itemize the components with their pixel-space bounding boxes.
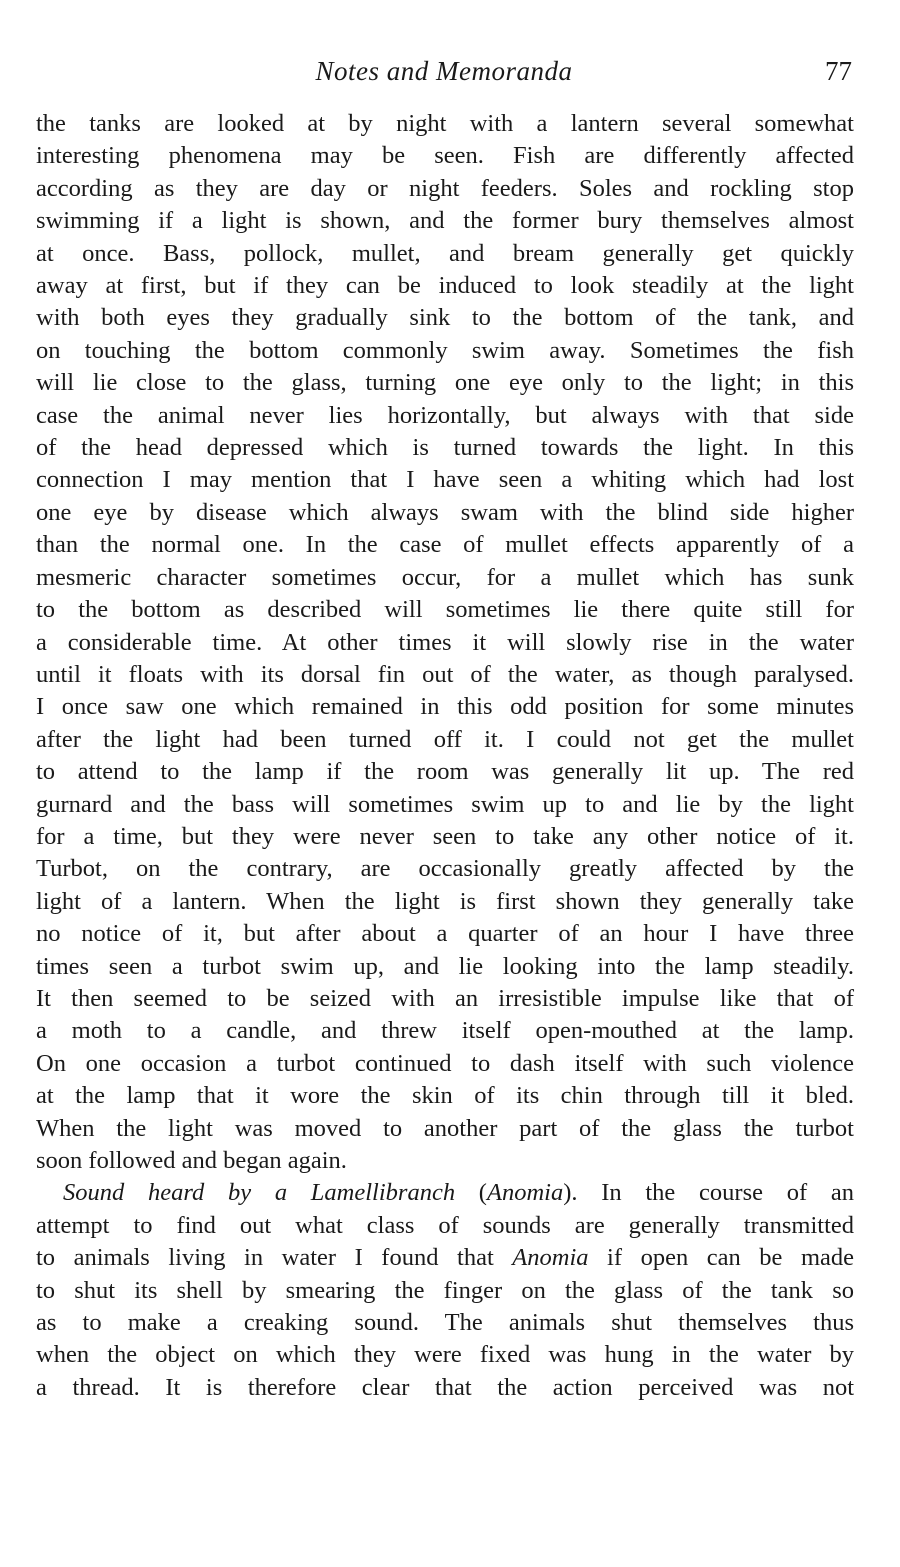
page-number: 77 [825,56,852,86]
text-line: Turbot, on the contrary, are occasionally greatly affected by the [36,855,854,883]
text-line: will lie close to the glass, turning one eye only to the light; in this [36,369,854,397]
text-line: a thread. It is therefore clear that the action perceived was not [36,1373,854,1401]
text-line: according as they are day or night feeders. Soles and rockling stop [36,174,854,202]
running-head [36,56,852,96]
text-line: a considerable time. At other times it will slowly rise in the water [36,628,854,656]
text-line: On one occasion a turbot continued to dash itself with such violence [36,1049,854,1077]
text-line: than the normal one. In the case of mullet effects apparently of a [36,531,854,559]
heading-paren: ( [455,1179,487,1207]
text-line: to attend to the lamp if the room was generally lit up. The red [36,758,854,786]
text-line: mesmeric character sometimes occur, for a mullet which has sunk [36,563,854,591]
body-text [36,108,854,1404]
text-line: at the lamp that it wore the skin of its chin through till it bled. [36,1082,854,1110]
text-fragment: In the course of an [577,1179,854,1207]
text-line: to shut its shell by smearing the finger on the glass of the tank so [36,1276,854,1304]
text-line: case the animal never lies horizontally, but always with that side [36,401,854,429]
text-line: When the light was moved to another part of the glass the turbot [36,1114,854,1142]
text-line: as to make a creaking sound. The animals shut themselves thus [36,1309,854,1337]
section-heading: Sound heard by a Lamellibranch [63,1179,456,1207]
paragraph-fish-light [36,108,854,1177]
text-line: connection I may mention that I have seen a whiting which had lost [36,466,854,494]
text-line: at once. Bass, pollock, mullet, and bream generally get quickly [36,239,854,267]
text-line: a moth to a candle, and threw itself open-mouthed at the lamp. [36,1017,854,1045]
text-line: when the object on which they were fixed was hung in the water by [36,1341,854,1369]
text-line: of the head depressed which is turned towards the light. In this [36,434,854,462]
genus-name: Anomia [512,1244,589,1272]
paragraph-anomia [36,1177,854,1404]
text-line: with both eyes they gradually sink to the bottom of the tank, and [36,304,854,332]
text-line: gurnard and the bass will sometimes swim up to and lie by the light [36,790,854,818]
text-fragment: if open can be made [588,1244,854,1272]
text-line: until it floats with its dorsal fin out of the water, as though paralysed. [36,660,854,688]
text-line: on touching the bottom commonly swim away. Sometimes the fish [36,336,854,364]
text-line: attempt to find out what class of sounds are generally transmitted [36,1211,854,1239]
text-line [36,1242,854,1274]
text-line: times seen a turbot swim up, and lie looking into the lamp steadily. [36,952,854,980]
text-fragment: to animals living in water I found that [36,1244,513,1272]
text-line: for a time, but they were never seen to take any other notice of it. [36,822,854,850]
text-line: no notice of it, but after about a quarter of an hour I have three [36,920,854,948]
text-line: away at first, but if they can be induced to look steadily at the light [36,272,854,300]
genus-name: Anomia [486,1179,564,1207]
text-line: It then seemed to be seized with an irresistible impulse like that of [36,984,854,1012]
text-line: the tanks are looked at by night with a lantern several somewhat [36,110,854,137]
text-line: swimming if a light is shown, and the former bury themselves almost [36,207,854,235]
text-line: I once saw one which remained in this odd position for some minutes [36,693,854,721]
text-line: soon followed and began again. [36,1147,347,1174]
heading-paren: ). [563,1179,578,1207]
running-title: Notes and Memoranda [315,56,573,86]
text-line: interesting phenomena may be seen. Fish are differently affected [36,142,854,170]
text-line: one eye by disease which always swam with the blind side higher [36,498,854,526]
text-line: after the light had been turned off it. I could not get the mullet [36,725,854,753]
text-line: light of a lantern. When the light is first shown they generally take [36,887,854,915]
text-line [36,1177,854,1209]
text-line: to the bottom as described will sometimes lie there quite still for [36,596,854,624]
